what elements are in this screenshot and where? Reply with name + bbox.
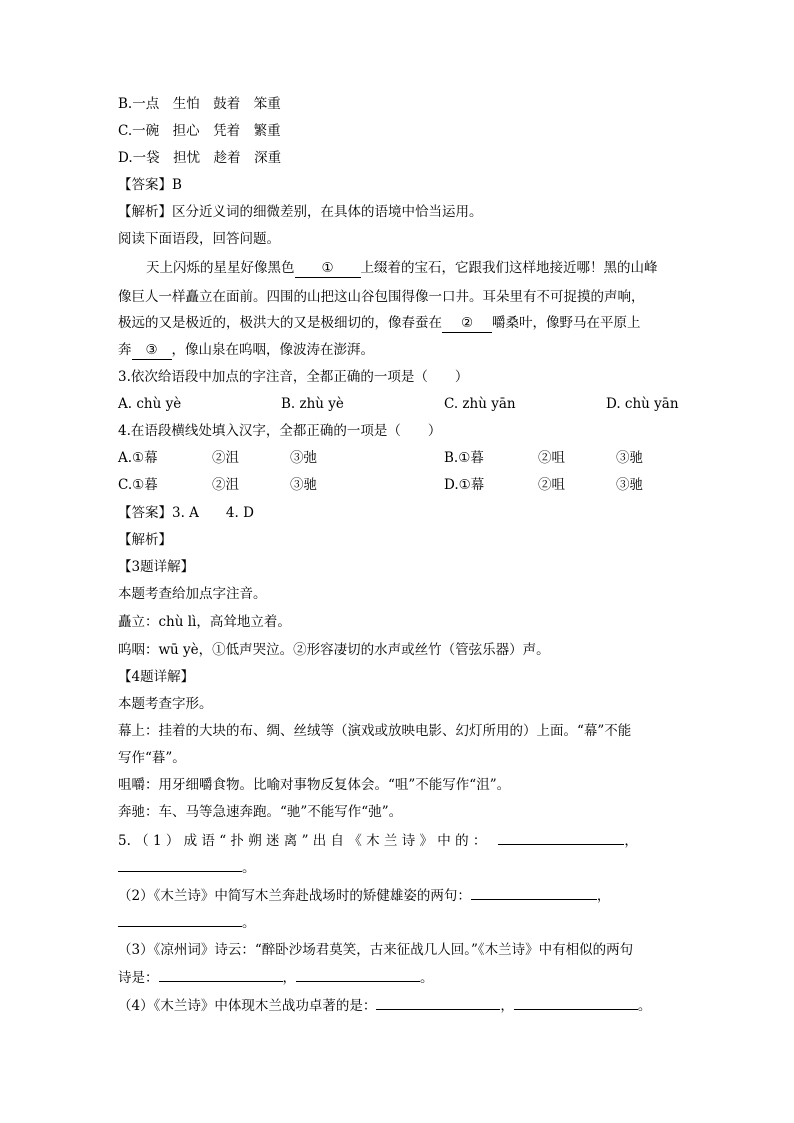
- answer-blank: [118, 857, 242, 872]
- q3-option-d: D. chù yān: [606, 396, 679, 412]
- q4-option-b-2: ②咀: [538, 450, 565, 466]
- fill-blank-2: ②: [442, 315, 492, 333]
- passage-line-1: [146, 258, 658, 278]
- q4-option-c: C.①暮: [118, 477, 158, 493]
- passage-intro: 阅读下面语段，回答问题。: [118, 231, 280, 247]
- q5-part-4-text: （4）《木兰诗》中体现木兰战功卓著的是：: [118, 998, 377, 1014]
- answer-blank: [514, 995, 638, 1010]
- q4-detail-text: 咀嚼：用牙细嚼食物。比喻对事物反复体会。“咀”不能写作“沮”。: [118, 777, 511, 793]
- q5-part-2-line-2: [118, 912, 256, 933]
- q4-detail-text: 写作“暮”。: [118, 750, 186, 766]
- q4-option-c-2: ②沮: [212, 477, 239, 493]
- q34-answer: 【答案】3. A 4. D: [118, 505, 254, 521]
- passage-line-2: 像巨人一样矗立在面前。四围的山把这山谷包围得像一口井。耳朵里有不可捉摸的声响，: [118, 289, 645, 305]
- passage-line-4: [118, 340, 374, 360]
- q5-part-3-text: 诗是：: [118, 970, 159, 986]
- q4-option-b-3: ③驰: [616, 450, 643, 466]
- q2-analysis: 【解析】区分近义词的细微差别，在具体的语境中恰当运用。: [118, 204, 483, 220]
- q3-detail-text: 矗立：chù lì，高耸地立着。: [118, 614, 291, 630]
- fill-blank-3: ③: [132, 342, 172, 360]
- q34-analysis-label: 【解析】: [118, 532, 172, 548]
- q4-option-c-3: ③驰: [290, 477, 317, 493]
- passage-text: 天上闪烁的星星好像黑色: [146, 260, 295, 276]
- q4-stem: 4.在语段横线处填入汉字，全都正确的一项是（ ）: [118, 423, 442, 439]
- q5-part-2-text: （2）《木兰诗》中简写木兰奔赴战场时的矫健雄姿的两句：: [118, 888, 471, 904]
- q4-option-d: D.①幕: [444, 477, 485, 493]
- answer-blank: [118, 912, 242, 927]
- q3-detail-heading: 【3题详解】: [118, 559, 195, 575]
- q2-answer: 【答案】B: [118, 177, 182, 193]
- passage-text: 极远的又是极近的，极洪大的又是极细切的，像春蚕在: [118, 315, 442, 331]
- punctuation: ，: [282, 970, 296, 986]
- passage-line-3: [118, 313, 641, 333]
- passage-text: 嚼桑叶，像野马在平原上: [492, 315, 641, 331]
- q3-option-c: C. zhù yān: [444, 396, 516, 412]
- q2-option-b: B.一点 生怕 鼓着 笨重: [118, 96, 281, 112]
- q4-option-a-3: ③弛: [290, 450, 317, 466]
- answer-blank: [159, 967, 283, 982]
- passage-text: ，像山泉在呜咽，像波涛在澎湃。: [171, 342, 374, 358]
- punctuation: ，: [596, 888, 611, 904]
- q4-option-a-2: ②沮: [212, 450, 239, 466]
- q5-part-2: [118, 885, 610, 906]
- answer-blank: [471, 885, 597, 900]
- q4-detail-heading: 【4题详解】: [118, 669, 195, 685]
- q5-part-1: [118, 830, 638, 851]
- answer-blank: [376, 995, 500, 1010]
- passage-text: 奔: [118, 342, 132, 358]
- q2-option-c: C.一碗 担心 凭着 繁重: [118, 123, 281, 139]
- q5-part-3: （3）《凉州词》诗云：“醉卧沙场君莫笑，古来征战几人回。”《木兰诗》中有相似的两句: [118, 942, 634, 958]
- q4-detail-text: 奔驰：车、马等急速奔跑。“驰”不能写作“弛”。: [118, 804, 403, 820]
- q3-option-b: B. zhù yè: [281, 396, 344, 412]
- q3-stem: 3.依次给语段中加点的字注音，全都正确的一项是（ ）: [118, 369, 469, 385]
- q3-detail-text: 本题考查给加点字注音。: [118, 586, 267, 602]
- q2-option-d: D.一袋 担忧 趁着 深重: [118, 150, 282, 166]
- q5-part-4: [118, 995, 651, 1016]
- punctuation: ，: [624, 833, 638, 849]
- punctuation: 。: [242, 860, 256, 876]
- q3-option-a: A. chù yè: [118, 396, 182, 412]
- fill-blank-1: ①: [295, 260, 361, 278]
- answer-blank: [498, 830, 624, 845]
- q4-option-d-2: ②咀: [538, 477, 565, 493]
- q4-option-b: B.①暮: [444, 450, 484, 466]
- punctuation: 。: [242, 915, 256, 931]
- q4-detail-text: 本题考查字形。: [118, 696, 213, 712]
- punctuation: ，: [500, 998, 514, 1014]
- q5-part-1-line-2: [118, 857, 256, 878]
- q4-option-d-3: ③驰: [616, 477, 643, 493]
- q4-detail-text: 幕上：挂着的大块的布、绸、丝绒等（演戏或放映电影、幻灯所用的）上面。“幕”不能: [118, 723, 632, 739]
- q5-part-1-text: 5. （ 1 ） 成 语 “ 扑 朔 迷 离 ” 出 自 《 木 兰 诗 》 中 的 ：: [118, 833, 487, 849]
- answer-blank: [296, 967, 420, 982]
- punctuation: 。: [420, 970, 434, 986]
- passage-text: 上缀着的宝石，它跟我们这样地接近哪！黑的山峰: [360, 260, 658, 276]
- q4-option-a: A.①幕: [118, 450, 158, 466]
- q5-part-3-line-2: [118, 967, 434, 988]
- punctuation: 。: [637, 998, 652, 1014]
- q3-detail-text: 呜咽：wū yè，①低声哭泣。②形容凄切的水声或丝竹（管弦乐器）声。: [118, 642, 550, 658]
